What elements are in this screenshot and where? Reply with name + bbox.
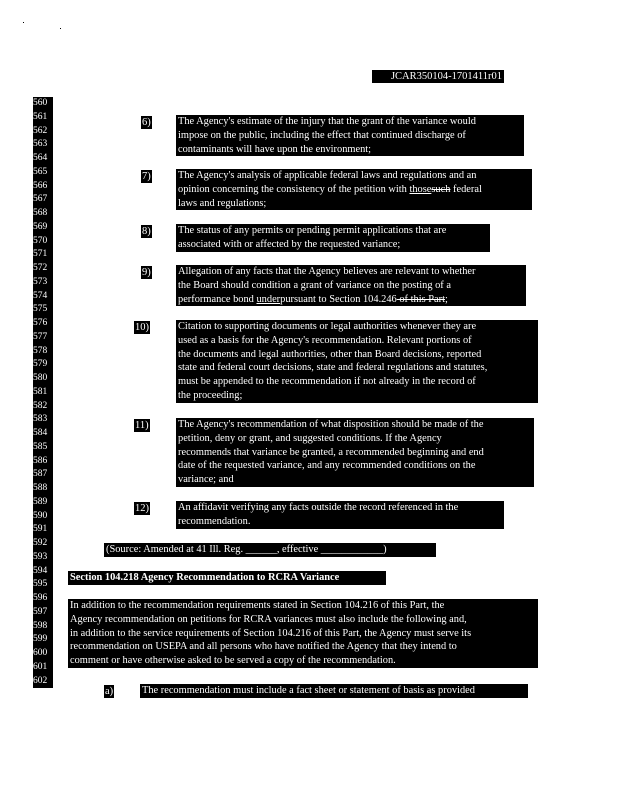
item-9-text xyxy=(176,265,526,306)
corner-speck xyxy=(60,28,61,29)
source-note-text: (Source: Amended at 41 Ill. Reg. ______, effective ____________) xyxy=(106,544,387,555)
item-11-line: recommends that variance be granted, a recommended beginning and end xyxy=(178,446,484,458)
line-number: 600 xyxy=(33,648,48,658)
subitem-a-line: The recommendation must include a fact sheet or statement of basis as provided xyxy=(142,685,475,696)
section-body-line: recommendation on USEPA and all persons who have notified the Agency that they intend to xyxy=(70,641,457,653)
item-7-text xyxy=(176,169,532,210)
line-number: 585 xyxy=(33,441,48,452)
item-10-marker: 10) xyxy=(135,322,149,333)
item-10-line: state and federal court decisions, state and federal regulations and statutes, xyxy=(178,362,488,374)
line-number: 586 xyxy=(33,455,48,466)
item-6-text xyxy=(176,115,524,156)
line-number: 592 xyxy=(33,538,48,548)
item-7-marker: 7) xyxy=(142,171,151,182)
line-number: 578 xyxy=(33,345,48,356)
line-number: 567 xyxy=(33,194,48,205)
line-number: 602 xyxy=(33,675,48,686)
item-6-marker: 6) xyxy=(142,117,151,128)
line-number: 587 xyxy=(33,469,48,480)
source-note xyxy=(104,543,436,557)
item-6-line: contaminants will have upon the environment; xyxy=(178,143,372,155)
item-11-line: petition, deny or grant, and suggested conditions. If the Agency xyxy=(178,432,442,444)
line-number: 574 xyxy=(33,290,48,301)
line-number: 572 xyxy=(33,263,48,273)
line-number: 570 xyxy=(33,235,48,246)
section-body-line: In addition to the recommendation requirements stated in Section 104.216 of this Part, the xyxy=(70,600,445,611)
item-9-deleted-phrase: of this Part xyxy=(396,293,445,305)
item-12-line: recommendation. xyxy=(178,515,251,527)
item-8-line: associated with or affected by the requested variance; xyxy=(178,238,401,250)
line-number: 577 xyxy=(33,331,48,342)
item-8-line: The status of any permits or pending permit applications that are xyxy=(178,225,447,236)
line-number: 594 xyxy=(33,565,48,576)
item-11-line: The Agency's recommendation of what disposition should be made of the xyxy=(178,419,484,430)
item-7-inserted-word: those xyxy=(409,183,432,195)
subitem-a-marker: a) xyxy=(105,686,114,697)
item-12-marker: 12) xyxy=(135,503,149,514)
item-9-text-post: ; xyxy=(444,293,448,305)
line-number: 593 xyxy=(33,551,48,562)
line-number: 561 xyxy=(33,111,48,122)
line-number: 568 xyxy=(33,208,48,218)
item-7-text-pre: opinion concerning the consistency of the petition with xyxy=(178,183,410,195)
item-7-line: The Agency's analysis of applicable federal laws and regulations and an xyxy=(178,170,477,181)
item-9-line: Allegation of any facts that the Agency believes are relevant to whether xyxy=(178,266,476,277)
line-number: 588 xyxy=(33,483,48,493)
section-body-line: in addition to the service requirements of Section 104.216 of this Part, the Agency must serve its xyxy=(70,627,472,639)
line-number: 580 xyxy=(33,373,48,383)
line-number: 583 xyxy=(33,414,48,425)
line-number: 566 xyxy=(33,180,48,191)
line-number: 599 xyxy=(33,634,48,645)
item-10-line: must be appended to the recommendation if not already in the record of xyxy=(178,376,476,387)
line-number: 573 xyxy=(33,276,48,287)
item-10-line: used as a basis for the Agency's recommendation. Relevant portions of xyxy=(178,334,472,346)
item-6-line: impose on the public, including the effect that continued discharge of xyxy=(178,129,466,141)
item-12-text xyxy=(176,501,504,529)
item-10-line: Citation to supporting documents or legal authorities whenever they are xyxy=(178,321,477,332)
line-number: 584 xyxy=(33,428,48,438)
item-10-line: the proceeding; xyxy=(178,389,243,401)
item-7-line xyxy=(178,183,530,197)
line-number: 564 xyxy=(33,153,48,163)
line-number: 562 xyxy=(33,125,48,136)
item-12-line: An affidavit verifying any facts outside the record referenced in the xyxy=(178,502,459,513)
item-9-text-pre: performance bond xyxy=(178,293,257,305)
section-heading xyxy=(68,571,386,585)
line-number: 569 xyxy=(33,221,48,232)
line-number: 596 xyxy=(33,593,48,603)
line-number: 601 xyxy=(33,661,48,672)
line-number: 571 xyxy=(33,249,48,260)
item-7-text-post: federal xyxy=(450,183,482,195)
line-number: 581 xyxy=(33,386,48,397)
line-number: 579 xyxy=(33,359,48,370)
line-number: 591 xyxy=(33,524,48,535)
item-9-line: the Board should condition a grant of variance on the posting of a xyxy=(178,279,451,291)
item-6-line: The Agency's estimate of the injury that the grant of the variance would xyxy=(178,116,476,127)
item-8-marker: 8) xyxy=(142,226,151,237)
line-number: 590 xyxy=(33,510,48,521)
item-10-text xyxy=(176,320,538,403)
line-number: 589 xyxy=(33,496,48,507)
subitem-a-text xyxy=(140,684,528,698)
section-heading-text: Section 104.218 Agency Recommendation to RCRA Variance xyxy=(70,572,340,583)
line-number: 565 xyxy=(33,166,48,177)
item-11-line: variance; and xyxy=(178,474,234,485)
line-number: 575 xyxy=(33,304,48,315)
section-body-line: Agency recommendation on petitions for RCRA variances must also include the following and, xyxy=(70,613,467,625)
item-11-text xyxy=(176,418,534,487)
line-number: 598 xyxy=(33,620,48,631)
line-number: 560 xyxy=(33,98,48,108)
item-9-text-mid: pursuant to Section 104.246 xyxy=(280,293,397,305)
item-11-marker: 11) xyxy=(135,420,149,431)
item-7-deleted-word: such xyxy=(431,183,451,195)
section-body xyxy=(68,599,538,668)
line-number: 582 xyxy=(33,400,48,411)
section-body-line: comment or have otherwise asked to be served a copy of the recommendation. xyxy=(70,655,396,666)
line-number: 563 xyxy=(33,139,48,150)
corner-speck xyxy=(23,22,24,23)
item-7-line: laws and regulations; xyxy=(178,197,267,209)
line-number: 595 xyxy=(33,579,48,590)
item-8-text xyxy=(176,224,490,252)
item-11-line: date of the requested variance, and any recommended conditions on the xyxy=(178,460,476,472)
item-9-marker: 9) xyxy=(142,267,151,278)
item-9-inserted-word: under xyxy=(256,293,281,305)
document-id: JCAR350104-1701411r01 xyxy=(372,70,504,83)
item-9-line xyxy=(178,293,496,307)
line-number-column xyxy=(33,97,53,688)
line-number: 597 xyxy=(33,606,48,617)
item-10-line: the documents and legal authorities, other than Board decisions, reported xyxy=(178,348,482,360)
line-number: 576 xyxy=(33,318,48,328)
